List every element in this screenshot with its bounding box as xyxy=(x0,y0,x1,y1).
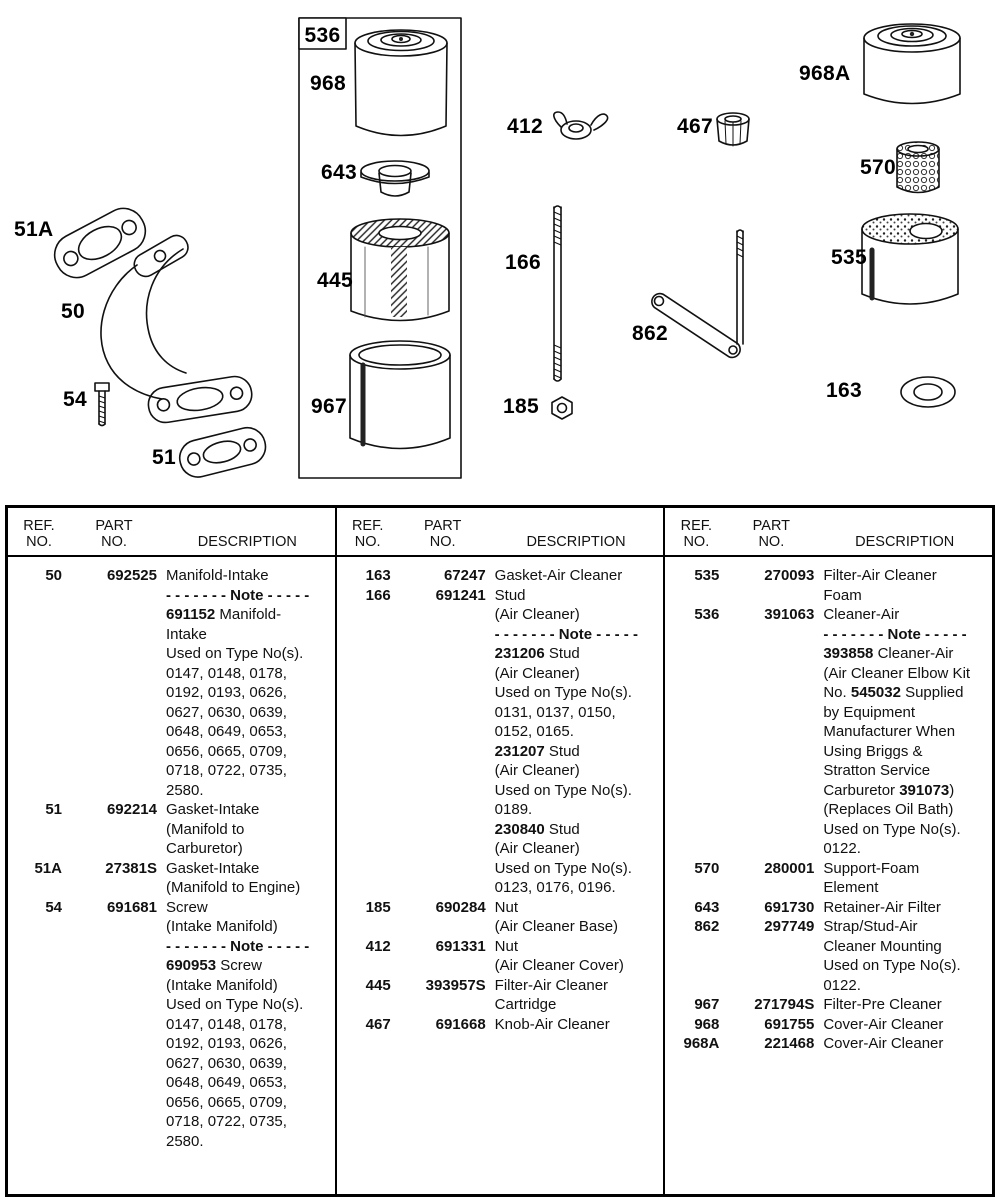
part-no-header: PART NO. xyxy=(752,517,791,550)
description-line: (Air Cleaner Elbow Kit xyxy=(823,664,971,682)
description-cell xyxy=(166,800,331,859)
ref-no-cell: 862 xyxy=(694,918,720,935)
part-label-968: 968 xyxy=(310,72,346,95)
description-line: 0123, 0176, 0196. xyxy=(494,879,616,896)
description-line: Used on Type No(s). xyxy=(166,996,304,1013)
part-label-467: 467 xyxy=(677,115,713,138)
description-cell xyxy=(823,566,988,605)
parts-table xyxy=(5,505,995,1197)
part-no-cell: 280001 xyxy=(764,859,815,877)
description-line: Used on Type No(s). xyxy=(494,781,632,799)
description-line: - - - - - - - Note - - - - - xyxy=(494,625,638,643)
description-line: - - - - - - - Note - - - - - xyxy=(823,625,967,643)
description-line: Filter-Air Cleaner xyxy=(494,976,609,994)
part-no-cell: 690284 xyxy=(435,898,486,916)
description-line: 0656, 0665, 0709, xyxy=(166,742,287,760)
ref-no-cell: 54 xyxy=(45,898,62,916)
ref-no-cell: 967 xyxy=(694,996,720,1013)
description-line: Using Briggs & xyxy=(823,742,923,760)
description-line: Nut xyxy=(494,937,519,955)
description-line: by Equipment xyxy=(823,703,916,721)
description-line: Cleaner-Air xyxy=(823,606,900,623)
part-row xyxy=(16,898,331,1152)
part-no-cell: 27381S xyxy=(105,859,157,877)
ref-no-cell: 50 xyxy=(45,567,62,584)
description-line: Strap/Stud-Air xyxy=(823,918,918,935)
description-line: Carburetor) xyxy=(166,840,243,857)
part-no-cell: 691681 xyxy=(106,898,157,916)
description-line: (Manifold to Engine) xyxy=(166,879,301,896)
description-line: Support-Foam xyxy=(823,859,920,877)
part-row xyxy=(673,917,988,995)
description-line: (Intake Manifold) xyxy=(166,976,278,994)
description-cell xyxy=(166,859,331,898)
part-no-cell: 271794S xyxy=(754,996,815,1013)
description-cell xyxy=(495,566,660,586)
description-line: Foam xyxy=(823,586,862,604)
part-row xyxy=(673,566,988,605)
description-line: 0189. xyxy=(494,801,533,818)
part-row xyxy=(673,1015,988,1035)
part-label-185: 185 xyxy=(503,395,539,418)
parts-column xyxy=(663,508,992,1194)
description-cell xyxy=(823,1034,988,1054)
part-row xyxy=(673,1034,988,1054)
description-line: 0627, 0630, 0639, xyxy=(166,1054,287,1072)
description-line: Used on Type No(s). xyxy=(823,820,961,838)
part-570-support-illustration xyxy=(897,142,939,193)
description-line: 230840 Stud xyxy=(494,820,580,838)
part-no-cell: 692525 xyxy=(106,567,157,584)
part-row xyxy=(673,995,988,1015)
part-label-968A: 968A xyxy=(799,62,851,85)
description-line: 231207 Stud xyxy=(494,742,580,760)
part-no-cell: 691755 xyxy=(764,1015,815,1033)
ref-no-header: REF. NO. xyxy=(351,517,384,550)
part-968-cover-illustration xyxy=(355,30,447,136)
part-label-535: 535 xyxy=(831,246,867,269)
part-51-gasket-illustration xyxy=(176,424,269,481)
ref-no-cell: 412 xyxy=(365,937,391,955)
part-no-cell: 691331 xyxy=(435,937,486,955)
ref-no-cell: 535 xyxy=(694,567,720,584)
part-no-cell: 691730 xyxy=(764,898,815,916)
description-cell xyxy=(823,859,988,898)
description-line: Used on Type No(s). xyxy=(823,957,961,974)
ref-no-cell: 570 xyxy=(694,859,720,877)
part-no-cell: 691241 xyxy=(435,586,486,604)
part-label-570: 570 xyxy=(860,156,896,179)
part-no-cell: 221468 xyxy=(764,1035,815,1052)
description-header: DESCRIPTION xyxy=(197,533,297,550)
description-line: (Intake Manifold) xyxy=(166,918,278,935)
part-row xyxy=(16,859,331,898)
part-967-pre-cleaner-illustration xyxy=(350,341,450,449)
description-line: No. 545032 Supplied xyxy=(823,684,964,701)
description-cell xyxy=(166,898,331,1152)
parts-column xyxy=(8,508,335,1194)
description-line: - - - - - - - Note - - - - - xyxy=(166,586,310,604)
description-line: 2580. xyxy=(166,781,204,799)
description-line: 690953 Screw xyxy=(166,957,262,974)
part-no-cell: 692214 xyxy=(106,801,157,818)
description-line: Gasket-Air Cleaner xyxy=(494,567,623,584)
description-line: 2580. xyxy=(166,1132,204,1150)
part-row xyxy=(345,898,660,937)
description-line: Element xyxy=(823,879,879,896)
description-line: - - - - - - - Note - - - - - xyxy=(166,937,310,955)
part-412-wing-nut-illustration xyxy=(554,112,608,139)
part-no-cell: 691668 xyxy=(435,1015,486,1033)
part-row xyxy=(345,566,660,586)
description-line: 231206 Stud xyxy=(494,645,580,662)
part-label-862: 862 xyxy=(632,322,668,345)
description-line: (Air Cleaner) xyxy=(494,606,580,623)
ref-no-cell: 185 xyxy=(365,898,391,916)
part-row xyxy=(345,1015,660,1035)
description-cell xyxy=(495,898,660,937)
description-line: Used on Type No(s). xyxy=(494,859,632,877)
description-header: DESCRIPTION xyxy=(855,533,955,550)
description-line: 0627, 0630, 0639, xyxy=(166,703,287,721)
ref-no-cell: 445 xyxy=(365,976,391,994)
description-cell xyxy=(823,605,988,859)
description-line: (Manifold to xyxy=(166,820,245,838)
ref-no-cell: 968 xyxy=(694,1015,720,1033)
description-line: 0192, 0193, 0626, xyxy=(166,1035,287,1052)
ref-no-cell: 643 xyxy=(694,898,720,916)
part-no-header: PART NO. xyxy=(95,517,133,550)
part-968A-cover-illustration xyxy=(864,24,960,104)
rows xyxy=(337,557,664,1034)
description-line: Used on Type No(s). xyxy=(494,684,632,701)
description-line: Retainer-Air Filter xyxy=(823,898,941,916)
description-cell xyxy=(823,917,988,995)
ref-no-cell: 467 xyxy=(365,1015,391,1033)
parts-diagram xyxy=(0,0,1000,505)
description-cell xyxy=(495,937,660,976)
column-header xyxy=(337,508,664,557)
column-header xyxy=(8,508,335,557)
part-label-163: 163 xyxy=(826,379,862,402)
description-line: (Air Cleaner Base) xyxy=(494,918,619,935)
part-643-retainer-illustration xyxy=(361,161,429,196)
description-cell xyxy=(495,976,660,1015)
part-label-51A: 51A xyxy=(14,218,54,241)
description-cell xyxy=(823,995,988,1015)
description-cell xyxy=(166,566,331,800)
part-no-cell: 391063 xyxy=(764,606,815,623)
description-line: 0718, 0722, 0735, xyxy=(166,1113,287,1130)
description-line: 0131, 0137, 0150, xyxy=(494,703,616,721)
ref-no-cell: 163 xyxy=(365,567,391,584)
part-no-cell: 297749 xyxy=(764,918,815,935)
description-line: Nut xyxy=(494,898,519,916)
part-50-manifold-illustration xyxy=(101,231,254,424)
description-line: Manufacturer When xyxy=(823,723,956,740)
description-line: Gasket-Intake xyxy=(166,801,260,818)
part-row xyxy=(16,800,331,859)
description-line: 0648, 0649, 0653, xyxy=(166,723,287,740)
description-line: Stratton Service xyxy=(823,762,931,779)
ref-no-cell: 166 xyxy=(365,586,391,604)
description-line: Used on Type No(s). xyxy=(166,645,304,662)
ref-no-cell: 51A xyxy=(34,859,62,877)
part-row xyxy=(345,586,660,898)
description-line: (Air Cleaner) xyxy=(494,664,580,682)
part-535-foam-filter-illustration xyxy=(862,214,958,304)
part-no-cell: 393957S xyxy=(425,976,486,994)
part-label-51: 51 xyxy=(152,446,176,469)
part-label-967: 967 xyxy=(311,395,347,418)
description-line: (Air Cleaner) xyxy=(494,840,580,857)
description-line: 0122. xyxy=(823,840,861,857)
part-row xyxy=(345,937,660,976)
description-line: Intake xyxy=(166,625,207,643)
description-line: 0152, 0165. xyxy=(494,723,574,740)
description-header: DESCRIPTION xyxy=(526,533,626,550)
part-54-screw-illustration xyxy=(95,383,109,426)
description-line: Filter-Air Cleaner xyxy=(823,567,937,584)
part-no-cell: 67247 xyxy=(443,567,486,584)
description-line: 691152 Manifold- xyxy=(166,606,282,623)
description-line: 393858 Cleaner-Air xyxy=(823,645,954,662)
part-no-cell: 270093 xyxy=(764,567,815,584)
description-line: Filter-Pre Cleaner xyxy=(823,996,942,1013)
rows xyxy=(8,557,335,1151)
description-cell xyxy=(495,1015,660,1035)
description-line: Cleaner Mounting xyxy=(823,937,942,955)
description-cell xyxy=(823,898,988,918)
part-row xyxy=(673,605,988,859)
part-label-50: 50 xyxy=(61,300,85,323)
description-line: 0718, 0722, 0735, xyxy=(166,762,287,779)
rows xyxy=(665,557,992,1054)
description-line: Gasket-Intake xyxy=(166,859,260,877)
part-row xyxy=(673,898,988,918)
ref-no-cell: 51 xyxy=(45,801,62,818)
part-label-536: 536 xyxy=(304,24,341,47)
description-line: Cartridge xyxy=(494,996,557,1013)
part-label-445: 445 xyxy=(317,269,353,292)
part-label-412: 412 xyxy=(507,115,543,138)
description-line: Carburetor 391073) xyxy=(823,781,955,799)
description-line: 0147, 0148, 0178, xyxy=(166,1015,287,1033)
ref-no-cell: 536 xyxy=(694,606,720,623)
part-no-header: PART NO. xyxy=(424,517,462,550)
part-label-166: 166 xyxy=(505,251,541,274)
description-line: Screw xyxy=(166,898,208,916)
part-185-nut-illustration xyxy=(552,397,572,419)
part-label-54: 54 xyxy=(63,388,87,411)
description-line: (Air Cleaner) xyxy=(494,762,580,779)
description-line: Knob-Air Cleaner xyxy=(494,1015,610,1033)
column-header xyxy=(665,508,992,557)
description-line: Cover-Air Cleaner xyxy=(823,1035,944,1052)
ref-no-header: REF. NO. xyxy=(23,517,55,550)
description-line: 0147, 0148, 0178, xyxy=(166,664,287,682)
part-label-643: 643 xyxy=(321,161,357,184)
description-cell xyxy=(823,1015,988,1035)
part-467-knob-illustration xyxy=(717,113,749,146)
part-163-gasket-illustration xyxy=(901,377,955,407)
ref-no-cell: 968A xyxy=(683,1035,720,1052)
ref-no-header: REF. NO. xyxy=(680,517,713,550)
part-166-stud-illustration xyxy=(554,206,561,381)
description-line: 0656, 0665, 0709, xyxy=(166,1093,287,1111)
description-line: 0648, 0649, 0653, xyxy=(166,1074,287,1091)
description-line: 0192, 0193, 0626, xyxy=(166,684,287,701)
description-line: 0122. xyxy=(823,976,861,994)
part-445-filter-cartridge-illustration xyxy=(351,219,449,321)
part-row xyxy=(16,566,331,800)
description-line: Manifold-Intake xyxy=(166,567,269,584)
description-line: Cover-Air Cleaner xyxy=(823,1015,944,1033)
part-row xyxy=(673,859,988,898)
description-cell xyxy=(495,586,660,898)
description-line: (Replaces Oil Bath) xyxy=(823,801,954,818)
description-line: (Air Cleaner Cover) xyxy=(494,957,624,974)
parts-column xyxy=(335,508,664,1194)
description-line: Stud xyxy=(494,586,526,604)
part-row xyxy=(345,976,660,1015)
